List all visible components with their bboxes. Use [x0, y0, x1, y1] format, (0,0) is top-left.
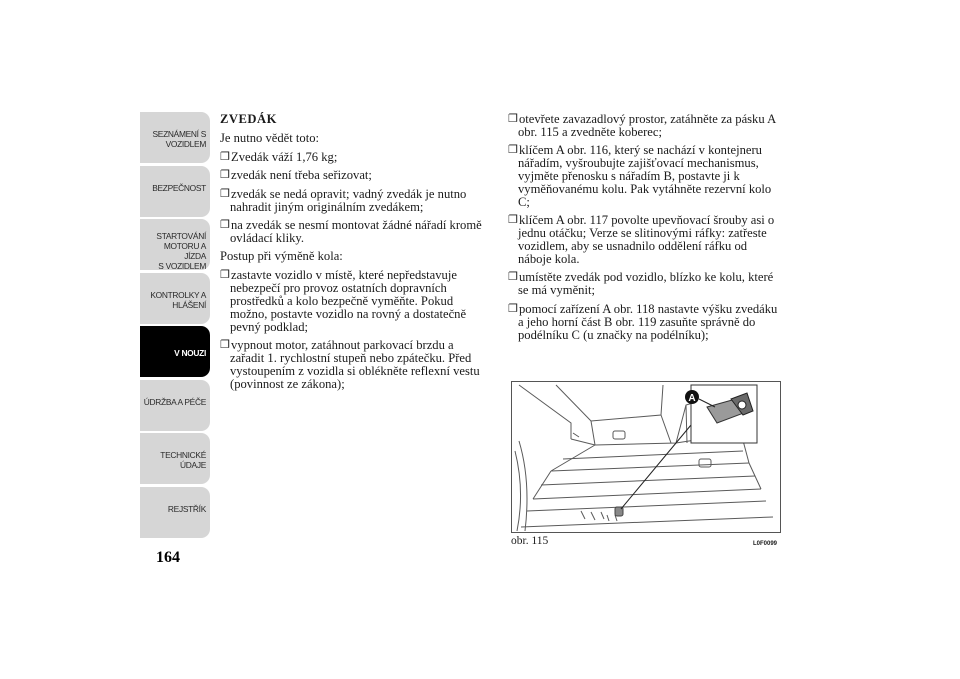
chapter-tabs: [140, 112, 210, 540]
tab-bezpecnost[interactable]: BEZPEČNOST: [140, 166, 210, 217]
procedure-intro: Postup při výměně kola:: [220, 249, 343, 264]
tab-kontrolky-a-hlaseni[interactable]: KONTROLKY A HLÁŠENÍ: [140, 273, 210, 324]
checkbox-bullet-icon: ❐: [220, 187, 230, 200]
list-item: ❐ umístěte zvedák pod vozidlo, blízko ke kolu, které se má vyměnit;: [508, 270, 774, 298]
checkbox-bullet-icon: ❐: [220, 150, 230, 163]
tab-startovani-motoru[interactable]: STARTOVÁNÍ MOTORU A JÍZDA S VOZIDLEM: [140, 219, 210, 270]
figure-caption: obr. 115: [511, 535, 549, 547]
tab-v-nouzi[interactable]: V NOUZI: [140, 326, 210, 377]
list-item: ❐ klíčem A obr. 117 povolte upevňovací šrouby asi o jednu otáčku; Verze se slitinovými ráfky: zatřeste vozidlem, aby se usnadnilo oddělení ráfku od náboje kola.: [508, 213, 775, 267]
tab-seznameni-s-vozidlem[interactable]: SEZNÁMENÍ S VOZIDLEM: [140, 112, 210, 163]
checkbox-bullet-icon: ❐: [508, 113, 518, 125]
list-item: ❐ zvedák se nedá opravit; vadný zvedák je nutno nahradit jiným originálním zvedákem;: [220, 186, 467, 214]
list-item: ❐ otevřete zavazadlový prostor, zatáhněte za pásku A obr. 115 a zvedněte koberec;: [508, 112, 776, 139]
right-column: [508, 113, 778, 347]
checkbox-bullet-icon: ❐: [220, 218, 230, 231]
section-heading: ZVEDÁK: [220, 112, 277, 126]
tab-rejstrik[interactable]: REJSTŘÍK: [140, 487, 210, 538]
trunk-illustration: [511, 381, 781, 533]
checkbox-bullet-icon: ❐: [220, 169, 230, 182]
list-item: ❐ zvedák není třeba seřizovat;: [220, 168, 372, 183]
list-item: ❐ pomocí zařízení A obr. 118 nastavte výšku zvedáku a jeho horní část B obr. 119 zasuňte správně do podélníku C (u značky na podélníku);: [508, 301, 778, 342]
left-column: [220, 113, 486, 396]
list-item: ❐ na zvedák se nesmí montovat žádné nářadí kromě ovládací kliky.: [220, 217, 482, 245]
intro-text: Je nutno vědět toto:: [220, 130, 319, 145]
figure-115: [511, 381, 781, 547]
tab-udrzba-a-pece[interactable]: ÚDRŽBA A PÉČE: [140, 380, 210, 431]
list-item: ❐ zastavte vozidlo v místě, které nepředstavuje nebezpečí pro provoz ostatních dopravních prostředků a kolo bezpečně vyměňte. Pokud možno, postavte vozidlo na rovný a dostatečně pevný podklad;: [220, 268, 467, 334]
checkbox-bullet-icon: ❐: [220, 339, 230, 352]
figure-code: L0F0099: [752, 541, 777, 547]
tab-technicke-udaje[interactable]: TECHNICKÉ ÚDAJE: [140, 433, 210, 484]
list-item: ❐ klíčem A obr. 116, který se nachází v kontejneru nářadím, vyšroubujte zajišťovací mechanismus, vyjměte přenosku s nářadím B, postavte ji k vyměňovanému kolu. Pak vytáhněte rezervní kolo C;: [508, 143, 772, 209]
list-item: ❐ vypnout motor, zatáhnout parkovací brzdu a zařadit 1. rychlostní stupeň nebo zpátečku. Před vystoupením z vozidla si oblékněte reflexní vestu (povinnost ze zákona);: [220, 338, 480, 391]
checkbox-bullet-icon: ❐: [508, 271, 518, 284]
checkbox-bullet-icon: ❐: [508, 302, 518, 315]
checkbox-bullet-icon: ❐: [508, 144, 518, 157]
list-item: ❐ Zvedák váží 1,76 kg;: [220, 149, 338, 164]
callout-a-label: A: [688, 393, 696, 404]
page-number: 164: [156, 549, 180, 566]
checkbox-bullet-icon: ❐: [220, 269, 230, 282]
checkbox-bullet-icon: ❐: [508, 214, 518, 227]
